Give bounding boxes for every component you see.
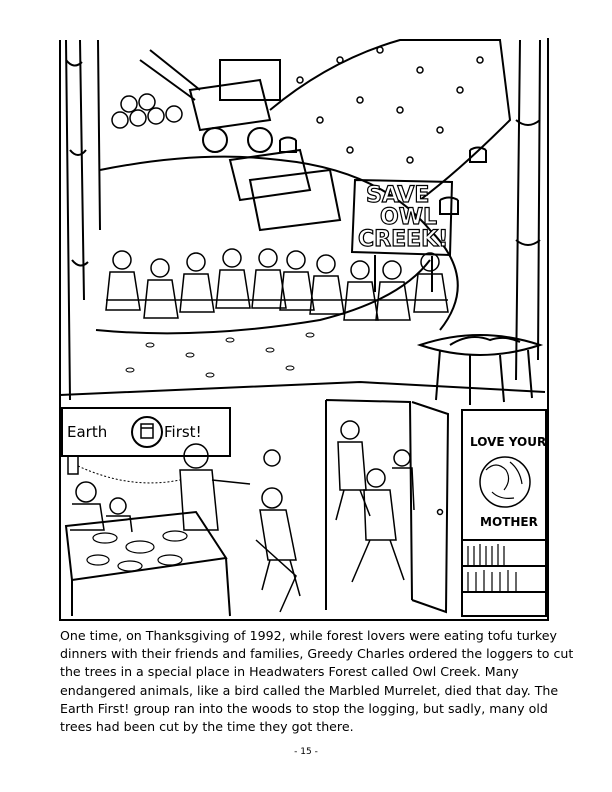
poster-top-text: LOVE YOUR	[470, 435, 547, 449]
office-scene	[62, 400, 546, 616]
poster-bottom-text: MOTHER	[480, 515, 538, 529]
protesters	[106, 249, 448, 320]
page-number: - 15 -	[294, 747, 318, 757]
story-caption: One time, on Thanksgiving of 1992, while forest lovers were eating tofu turkey dinners with their friends and families, Greedy Charles ordered the loggers to cut the trees in a special place in Headwaters Forest called Owl Creek. Many endangered animals, like a bird called the Marbled Murrelet, died that day. The Earth First! group ran into the woods to stop the logging, but sadly, many old trees had been cut by the time they got there.	[60, 628, 574, 735]
open-door	[412, 402, 448, 612]
sign-line-2: OWL	[380, 205, 437, 230]
banner-left-text: Earth	[67, 423, 108, 441]
forest-scene	[66, 40, 540, 405]
fist-emblem	[132, 417, 162, 447]
banner-right-text: First!	[164, 423, 202, 441]
sign-line-1: SAVE	[366, 183, 430, 208]
doorway	[326, 400, 412, 610]
sign-line-3: CREEK!	[358, 227, 449, 252]
dinner-table	[66, 512, 226, 580]
wall-phone	[68, 456, 78, 474]
earth-globe	[480, 457, 530, 507]
